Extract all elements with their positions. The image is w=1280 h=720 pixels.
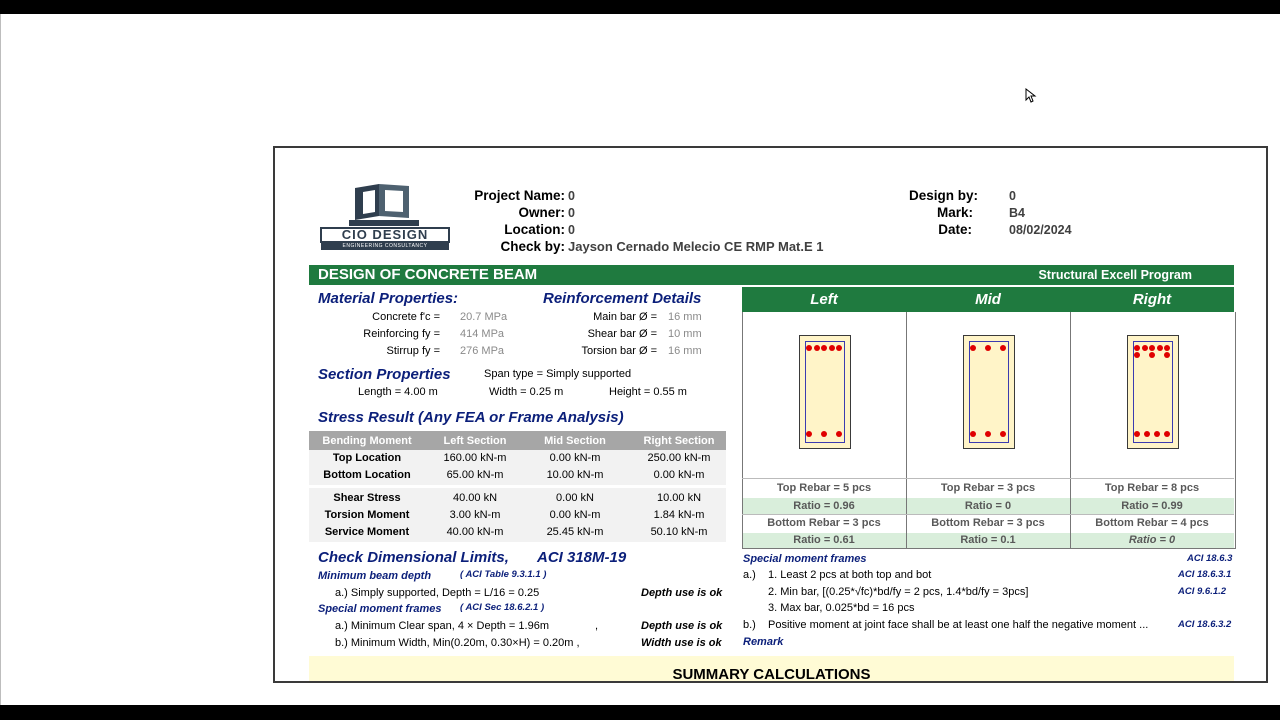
- rebar-dot: [814, 345, 820, 351]
- rebar-dot: [1164, 431, 1170, 437]
- rebar-dot: [1157, 345, 1163, 351]
- stress-cell: 0.00 kN: [556, 492, 594, 504]
- panel-header-right: Right: [1132, 291, 1172, 308]
- top-ratio-text: Ratio = 0: [964, 500, 1012, 512]
- logo-subtext: ENGINEERING CONSULTANCY: [342, 243, 428, 249]
- bottom-black-bar: [0, 705, 1280, 720]
- stress-col-2: Mid Section: [544, 435, 606, 447]
- left-edge-line: [0, 14, 1, 705]
- rebar-dot: [821, 345, 827, 351]
- stress-row-label: Torsion Moment: [324, 509, 410, 521]
- project-name-label: Project Name:: [474, 188, 565, 203]
- rebar-dot: [1134, 431, 1140, 437]
- logo-text: CIO DESIGN: [341, 227, 429, 242]
- owner-label: Owner:: [518, 205, 565, 220]
- panel-divider: [742, 514, 906, 515]
- reinforcement-heading: Reinforcement Details: [543, 290, 702, 307]
- stress-col-1: Left Section: [443, 435, 507, 447]
- smf-right-ref2: ACI 9.6.1.2: [1178, 586, 1227, 597]
- reinforcement-label-0: Main bar Ø =: [593, 311, 657, 323]
- check-line-a: a.) Simply supported, Depth = L/16 = 0.25: [335, 587, 540, 599]
- rebar-dot: [1134, 345, 1140, 351]
- top-ratio-text: Ratio = 0.96: [793, 500, 855, 512]
- reinforcement-label-1: Shear bar Ø =: [587, 328, 657, 340]
- remark-label: Remark: [743, 636, 784, 648]
- min-depth-ref: ( ACI Table 9.3.1.1 ): [460, 569, 547, 580]
- rebar-dot: [1164, 345, 1170, 351]
- stress-cell: 3.00 kN-m: [449, 509, 501, 521]
- min-depth-label: Minimum beam depth: [318, 570, 432, 582]
- smf-right-item4: Positive moment at joint face shall be at least one half the negative moment ...: [768, 619, 1149, 631]
- material-label-2: Stirrup fy =: [386, 345, 440, 357]
- beam-section: [1127, 335, 1179, 449]
- stress-cell: 50.10 kN-m: [650, 526, 708, 538]
- stress-cell: 65.00 kN-m: [446, 469, 504, 481]
- rebar-dot: [821, 431, 827, 437]
- bottom-ratio-text: Ratio = 0.61: [793, 534, 855, 546]
- span-type: Span type = Simply supported: [484, 368, 632, 380]
- reinforcement-label-2: Torsion bar Ø =: [581, 345, 657, 357]
- stress-cell: 25.45 kN-m: [546, 526, 604, 538]
- reinforcement-value-1: 10 mm: [668, 328, 702, 340]
- check-heading: Check Dimensional Limits,: [318, 549, 509, 566]
- design-by-value: 0: [1009, 189, 1016, 203]
- stress-row-label: Bottom Location: [323, 469, 411, 481]
- mouse-cursor-icon: [1025, 88, 1037, 104]
- check-line-b2: b.) Minimum Width, Min(0.20m, 0.30×H) = 0.20m ,: [335, 637, 580, 649]
- width-ok: Width use is ok: [641, 637, 722, 649]
- check-by-label: Check by:: [500, 239, 565, 254]
- smf-right-item3: 3. Max bar, 0.025*bd = 16 pcs: [768, 602, 915, 614]
- bottom-rebar-text: Bottom Rebar = 4 pcs: [1095, 517, 1209, 529]
- section-heading: Section Properties: [318, 366, 451, 383]
- panel-divider: [906, 478, 1070, 479]
- top-rebar-text: Top Rebar = 3 pcs: [940, 482, 1036, 494]
- rebar-dot: [806, 431, 812, 437]
- mark-value: B4: [1009, 206, 1025, 220]
- rebar-dot: [1142, 345, 1148, 351]
- program-name: Structural Excell Program: [1038, 268, 1192, 282]
- check-comma: ,: [595, 620, 599, 632]
- depth-ok-1: Depth use is ok: [641, 587, 723, 599]
- rebar-dot: [1154, 431, 1160, 437]
- section-length: Length = 4.00 m: [358, 386, 438, 398]
- stress-row-label: Top Location: [332, 452, 402, 464]
- check-line-b1: a.) Minimum Clear span, 4 × Depth = 1.96m: [335, 620, 549, 632]
- rebar-dot: [1144, 431, 1150, 437]
- smf-right-b: b.): [743, 619, 756, 631]
- material-label-1: Reinforcing fy =: [363, 328, 440, 340]
- stress-row-label: Shear Stress: [333, 492, 401, 504]
- material-value-2: 276 MPa: [460, 345, 505, 357]
- section-width: Width = 0.25 m: [489, 386, 564, 398]
- rebar-dot: [1149, 352, 1155, 358]
- rebar-dot: [1149, 345, 1155, 351]
- project-name-value: 0: [568, 189, 575, 203]
- smf-right-ref4: ACI 18.6.3.2: [1178, 619, 1232, 630]
- rebar-dot: [829, 345, 835, 351]
- bottom-rebar-text: Bottom Rebar = 3 pcs: [767, 517, 881, 529]
- top-rebar-text: Top Rebar = 5 pcs: [776, 482, 872, 494]
- panel-divider: [906, 514, 1070, 515]
- date-value: 08/02/2024: [1009, 223, 1072, 237]
- smf-right-heading: Special moment frames: [743, 553, 867, 565]
- bottom-ratio-text: Ratio = 0: [1128, 534, 1176, 546]
- rebar-dot: [1134, 352, 1140, 358]
- top-black-bar: [0, 0, 1280, 14]
- rebar-dot: [985, 345, 991, 351]
- bottom-ratio-text: Ratio = 0.1: [960, 534, 1016, 546]
- bottom-rebar-text: Bottom Rebar = 3 pcs: [931, 517, 1045, 529]
- smf-ref: ( ACI Sec 18.6.2.1 ): [460, 602, 545, 613]
- beam-section: [963, 335, 1015, 449]
- stress-cell: 40.00 kN-m: [446, 526, 504, 538]
- reinforcement-value-0: 16 mm: [668, 311, 702, 323]
- smf-right-ref1: ACI 18.6.3.1: [1178, 569, 1232, 580]
- beam-section: [799, 335, 851, 449]
- panel-divider: [1070, 514, 1234, 515]
- stress-cell: 1.84 kN-m: [653, 509, 705, 521]
- depth-ok-2: Depth use is ok: [641, 620, 723, 632]
- rebar-dot: [1000, 431, 1006, 437]
- panel-header-left: Left: [810, 291, 838, 308]
- reinforcement-value-2: 16 mm: [668, 345, 702, 357]
- material-value-0: 20.7 MPa: [460, 311, 508, 323]
- rebar-dot: [970, 431, 976, 437]
- stress-row-label: Service Moment: [324, 526, 410, 538]
- material-label-0: Concrete f'c =: [372, 311, 440, 323]
- stress-cell: 0.00 kN-m: [653, 469, 705, 481]
- stress-cell: 0.00 kN-m: [549, 509, 601, 521]
- rebar-dot: [1000, 345, 1006, 351]
- stress-cell: 10.00 kN-m: [546, 469, 604, 481]
- smf-right-a: a.): [743, 569, 756, 581]
- smf-right-ref0: ACI 18.6.3: [1187, 553, 1233, 564]
- smf-label: Special moment frames: [318, 603, 442, 615]
- smf-right-item1: 1. Least 2 pcs at both top and bot: [768, 569, 932, 581]
- logo: [319, 182, 451, 252]
- stress-cell: 160.00 kN-m: [443, 452, 507, 464]
- rebar-dot: [1164, 352, 1170, 358]
- summary-title: SUMMARY CALCULATIONS: [672, 666, 871, 683]
- stress-cell: 40.00 kN: [452, 492, 498, 504]
- stress-cell: 10.00 kN: [656, 492, 702, 504]
- check-by-value: Jayson Cernado Melecio CE RMP Mat.E 1: [568, 239, 824, 254]
- stirrup: [969, 341, 1009, 443]
- panel-header-mid: Mid: [975, 291, 1001, 308]
- date-label: Date:: [938, 222, 972, 237]
- worksheet-page: [273, 146, 1268, 683]
- stress-col-3: Right Section: [643, 435, 715, 447]
- stress-cell: 250.00 kN-m: [647, 452, 711, 464]
- material-value-1: 414 MPa: [460, 328, 505, 340]
- page-title: DESIGN OF CONCRETE BEAM: [318, 266, 538, 283]
- top-ratio-text: Ratio = 0.99: [1121, 500, 1183, 512]
- location-value: 0: [568, 223, 575, 237]
- mark-label: Mark:: [936, 205, 973, 220]
- design-by-label: Design by:: [909, 188, 979, 203]
- rebar-dot: [806, 345, 812, 351]
- panel-divider: [742, 478, 906, 479]
- check-code: ACI 318M-19: [537, 549, 627, 566]
- stress-heading: Stress Result (Any FEA or Frame Analysis): [318, 409, 624, 426]
- rebar-dot: [985, 431, 991, 437]
- location-label: Location:: [504, 222, 565, 237]
- top-rebar-text: Top Rebar = 8 pcs: [1104, 482, 1200, 494]
- rebar-dot: [836, 345, 842, 351]
- stress-cell: 0.00 kN-m: [549, 452, 601, 464]
- section-height: Height = 0.55 m: [609, 386, 687, 398]
- owner-value: 0: [568, 206, 575, 220]
- stress-col-0: Bending Moment: [322, 435, 412, 447]
- smf-right-item2: 2. Min bar, [(0.25*√fc)*bd/fy = 2 pcs, 1.4*bd/fy = 3pcs]: [768, 586, 1029, 598]
- material-heading: Material Properties:: [318, 290, 459, 307]
- title-bar: [309, 265, 1234, 285]
- stirrup: [805, 341, 845, 443]
- rebar-dot: [970, 345, 976, 351]
- panel-divider: [1070, 478, 1234, 479]
- rebar-dot: [836, 431, 842, 437]
